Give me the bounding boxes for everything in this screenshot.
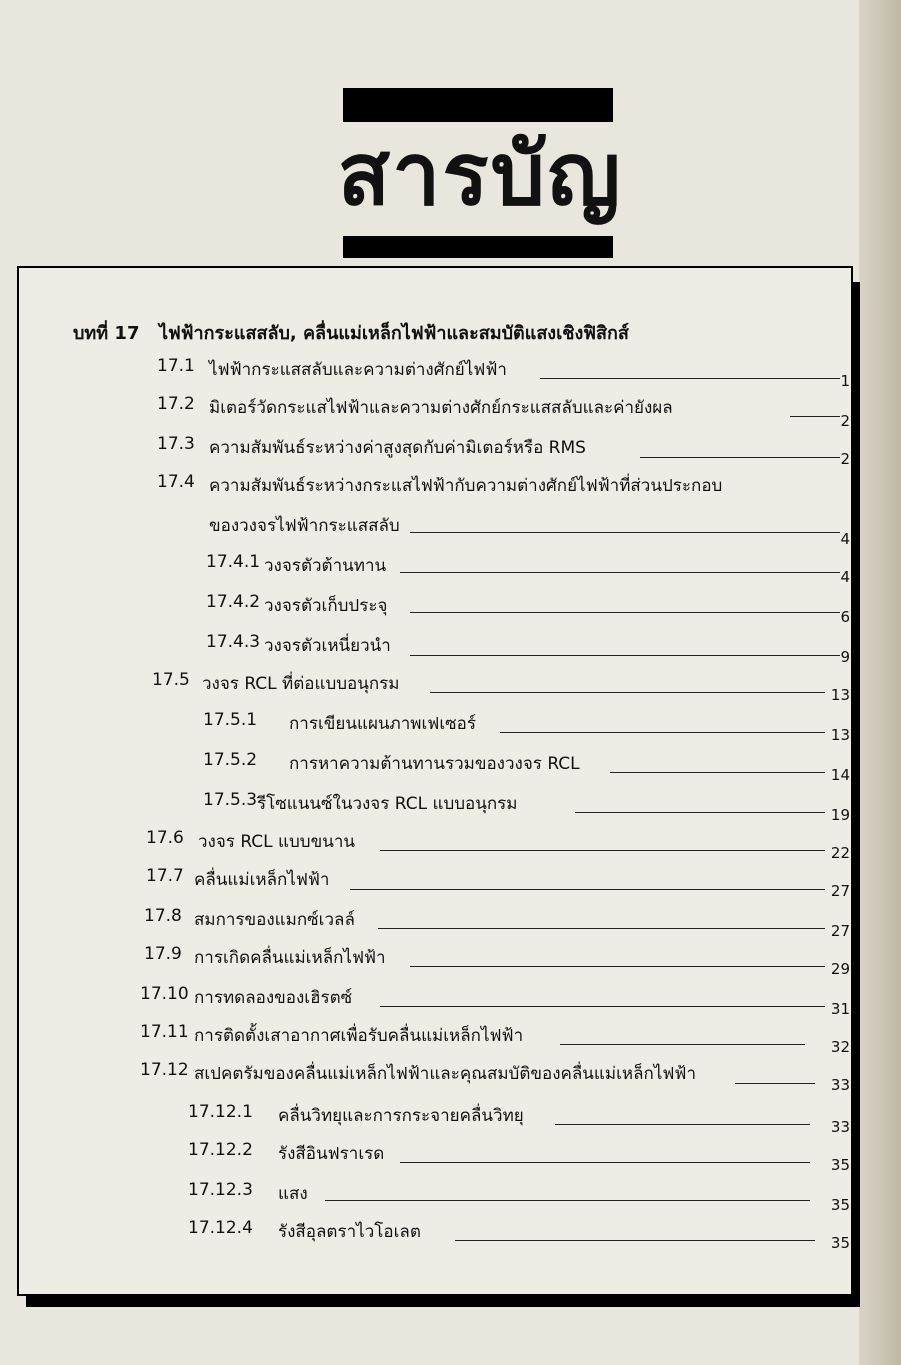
toc-entry-number: 17.1 [157,356,195,376]
toc-entry-number: 17.11 [140,1022,189,1042]
toc-entry-page: 22 [830,844,850,862]
leader-line [735,1083,815,1084]
toc-entry-page: 6 [840,608,850,626]
toc-entry-text: แสง [278,1184,308,1204]
toc-entry-text: การหาความต้านทานรวมของวงจร RCL [289,754,580,774]
leader-line [410,612,840,613]
leader-line [410,966,825,967]
toc-entry-number: 17.5.2 [203,750,258,770]
toc-entry-page: 4 [840,530,850,548]
toc-entry-text: รังสีอินฟราเรด [278,1144,385,1164]
toc-entry-number: 17.5 [152,670,190,690]
toc-entry-page: 9 [840,648,850,666]
toc-entry-page: 35 [830,1196,850,1214]
toc-entry-page: 1 [840,372,850,390]
toc-entry-text: ของวงจรไฟฟ้ากระแสสลับ [209,516,400,536]
toc-entry-page: 4 [840,568,850,586]
toc-entry-text: วงจร RCL แบบขนาน [198,832,356,852]
toc-entry-number: 17.12 [140,1060,189,1080]
leader-line [380,1006,825,1007]
toc-entry-text: วงจรตัวเหนี่ยวนำ [264,636,391,656]
title-bar-bottom [343,236,613,258]
toc-entry-page: 29 [830,960,850,978]
toc-entry-page: 2 [840,450,850,468]
toc-entry-number: 17.3 [157,434,195,454]
leader-line [400,572,840,573]
toc-entry-number: 17.4.2 [206,592,261,612]
toc-entry-number: 17.6 [146,828,184,848]
leader-line [350,889,825,890]
chapter-title: ไฟฟ้ากระแสสลับ, คลื่นแม่เหล็กไฟฟ้าและสมบัติแสงเชิงฟิสิกส์ [159,323,629,344]
toc-entry-number: 17.2 [157,394,195,414]
toc-entry-text: การทดลองของเฮิรตซ์ [194,988,353,1008]
leader-line [500,732,825,733]
chapter-heading [73,318,629,347]
leader-line [540,378,840,379]
toc-entry-text: รังสีอุลตราไวโอเลต [278,1222,421,1242]
toc-entry-text: คลื่นแม่เหล็กไฟฟ้า [194,870,330,890]
toc-entry-page: 2 [840,412,850,430]
toc-entry-number: 17.12.3 [188,1180,253,1200]
toc-entry-number: 17.4.3 [206,632,261,652]
page-title: สารบัญ [337,125,623,225]
toc-entry-number: 17.9 [144,944,182,964]
toc-entry-page: 13 [830,686,850,704]
toc-entry-text: วงจรตัวเก็บประจุ [264,596,388,616]
toc-entry-number: 17.10 [140,984,189,1004]
toc-entry-page: 19 [830,806,850,824]
toc-entry-text: ไฟฟ้ากระแสสลับและความต่างศักย์ไฟฟ้า [209,360,507,380]
chapter-number: บทที่ 17 [73,323,140,344]
toc-entry-number: 17.12.1 [188,1102,253,1122]
toc-entry-page: 35 [830,1234,850,1252]
leader-line [325,1200,810,1201]
toc-entry-number: 17.12.2 [188,1140,253,1160]
toc-entry-number: 17.5.1 [203,710,258,730]
leader-line [400,1162,810,1163]
leader-line [430,692,825,693]
toc-entry-text: การเขียนแผนภาพเฟเซอร์ [289,714,477,734]
toc-entry-text: การติดตั้งเสาอากาศเพื่อรับคลื่นแม่เหล็กไฟฟ้า [194,1026,524,1046]
toc-entry-number: 17.4.1 [206,552,261,572]
leader-line [380,850,825,851]
title-bar-top [343,88,613,122]
leader-line [560,1044,805,1045]
toc-entry-number: 17.5.3 [203,790,258,810]
leader-line [640,457,840,458]
toc-entry-text: วงจรตัวต้านทาน [264,556,387,576]
toc-entry-number: 17.12.4 [188,1218,253,1238]
toc-entry-page: 33 [830,1118,850,1136]
toc-entry-page: 35 [830,1156,850,1174]
toc-entry-text: รีโซแนนซ์ในวงจร RCL แบบอนุกรม [257,794,518,814]
toc-entry-text: สมการของแมกซ์เวลล์ [194,910,355,930]
toc-entry-number: 17.4 [157,472,195,492]
toc-entry-page: 33 [830,1076,850,1094]
toc-entry-text: ความสัมพันธ์ระหว่างค่าสูงสุดกับค่ามิเตอร์หรือ RMS [209,438,586,458]
toc-entry-text: ความสัมพันธ์ระหว่างกระแสไฟฟ้ากับความต่างศักย์ไฟฟ้าที่ส่วนประกอบ [209,476,723,496]
leader-line [378,928,825,929]
leader-line [455,1240,815,1241]
leader-line [575,812,825,813]
toc-entry-page: 13 [830,726,850,744]
toc-entry-number: 17.8 [144,906,182,926]
page-edge [859,0,901,1365]
toc-entry-text: มิเตอร์วัดกระแสไฟฟ้าและความต่างศักย์กระแสสลับและค่ายังผล [209,398,673,418]
toc-entry-page: 27 [830,922,850,940]
toc-entry-text: สเปคตรัมของคลื่นแม่เหล็กไฟฟ้าและคุณสมบัติของคลื่นแม่เหล็กไฟฟ้า [194,1064,696,1084]
toc-entry-text: วงจร RCL ที่ต่อแบบอนุกรม [202,674,400,694]
toc-entry-page: 14 [830,766,850,784]
leader-line [410,532,840,533]
toc-entry-number: 17.7 [146,866,184,886]
toc-entry-page: 27 [830,882,850,900]
leader-line [410,655,840,656]
toc-entry-text: คลื่นวิทยุและการกระจายคลื่นวิทยุ [278,1106,524,1126]
toc-entry-text: การเกิดคลื่นแม่เหล็กไฟฟ้า [194,948,386,968]
leader-line [610,772,825,773]
toc-entry-page: 31 [830,1000,850,1018]
leader-line [555,1124,810,1125]
toc-entry-page: 32 [830,1038,850,1056]
